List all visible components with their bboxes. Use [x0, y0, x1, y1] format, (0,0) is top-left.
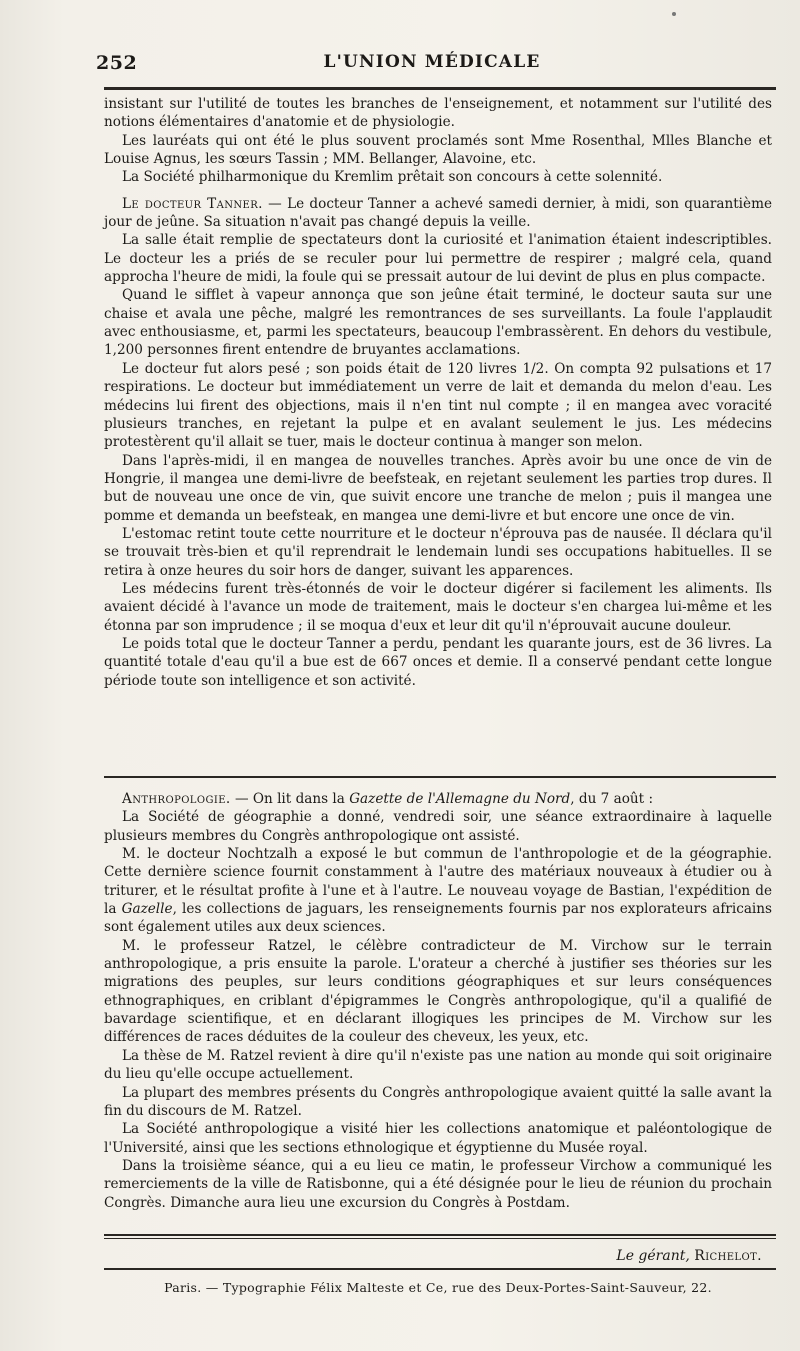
paragraph: La Société philharmonique du Kremlim prêtait son concours à cette solennité. [122, 169, 663, 186]
section-heading: Anthropologie. [122, 791, 231, 807]
section-tanner-intro [104, 195, 772, 232]
paragraph: Quand le sifflet à vapeur annonça que son jeûne était terminé, le docteur sauta sur une chaise et avala une pêche, malgré les remontrances de ses surveillants. La foule l'applaudit avec enthousiasme, et, parmi les spectateurs, beaucoup l'embrassèrent. En dehors du vestibule, 1,200 personnes firent entendre de bruyantes acclamations. [104, 287, 772, 359]
ship-name: Gazelle [121, 901, 173, 918]
signature-role: Le gérant, [616, 1248, 690, 1264]
intro-text: — On lit dans la [234, 791, 350, 807]
paragraph: Les lauréats qui ont été le plus souvent proclamés sont Mme Rosenthal, Mlles Blanche et Louise Agnus, les sœurs Tassin ; MM. Bellanger, Alavoine, etc. [104, 132, 772, 168]
intro-date: , du 7 août : [570, 791, 654, 807]
section-divider [104, 776, 776, 778]
paragraph: La Société de géographie a donné, vendredi soir, une séance extraordinaire à laquelle plusieurs membres du Congrès anthropologique ont assisté. [104, 809, 772, 844]
paragraph: L'estomac retint toute cette nourriture et le docteur n'éprouva pas de nausée. Il déclara qu'il se trouvait très-bien et qu'il reprendrait le lendemain lundi ses occupations habituelles. Il se retira à onze heures du soir hors de danger, suivant les apparences. [104, 525, 772, 579]
closing-rule-thin [104, 1238, 776, 1239]
page-number: 252 [96, 52, 138, 74]
source-title: Gazette de l'Allemagne du Nord [349, 791, 571, 807]
paragraph: La plupart des membres présents du Congrès anthropologique avaient quitté la salle avant la fin du discours de M. Ratzel. [104, 1084, 772, 1119]
paragraph-text: — Le docteur Tanner a achevé samedi dernier, à midi, son quarantième jour de jeûne. Sa situation n'avait pas changé depuis la veille. [104, 195, 773, 231]
section-anthropologie-intro [104, 790, 772, 808]
paragraph: M. le professeur Ratzel, le célèbre contradicteur de M. Virchow sur le terrain anthropologique, a pris ensuite la parole. L'orateur a cherché à justifier ses théories sur les migrations des peuples, sur leurs conditions géographiques et sur leurs conséquences ethnographiques, en criblant d'épigrammes le Congrès anthropologique, qu'il a qualifié de bavardage scientifique, et en déclarant illogiques les principes de M. Virchow sur les différences de races déduites de la couleur des cheveux, les yeux, etc. [104, 937, 772, 1046]
page-header [96, 50, 768, 80]
paragraph-text: , les collections de jaguars, les renseignements fournis par nos explorateurs africains sont également utiles aux deux sciences. [104, 901, 773, 936]
paragraph [104, 845, 772, 937]
paragraph: La salle était remplie de spectateurs dont la curiosité et l'animation étaient indescriptibles. Le docteur les a priés de se reculer pour lui permettre de respirer ; malgré cela, quand approcha l'heure de midi, la foule qui se pressait autour de lui devint de plus en plus compacte. [104, 232, 772, 286]
paragraph: insistant sur l'utilité de toutes les branches de l'enseignement, et notamment sur l'utilité des notions élémentaires d'anatomie et de physiologie. [104, 96, 772, 131]
paragraph: Le docteur fut alors pesé ; son poids était de 120 livres 1/2. On compta 92 pulsations et 17 respirations. Le docteur but immédiatement un verre de lait et demanda du melon d'eau. Les médecins lui firent des objections, mais il n'en tint nul compte ; il en mangea avec voracité plusieurs tranches, en rejetant la pulpe et en avalant seulement le jus. Les médecins protestèrent qu'il allait se tuer, mais le docteur continua à manger son melon. [104, 360, 772, 451]
header-rule [104, 87, 776, 90]
paragraph: Dans l'après-midi, il en mangea de nouvelles tranches. Après avoir bu une once de vin de Hongrie, il mangea une demi-livre de beefsteak, en rejetant seulement les parties trop dures. Il but de nouveau une once de vin, que suivit encore une tranche de melon ; puis il mangea une pomme et demanda un beefsteak, en mangea une demi-livre et but encore une once de vin. [104, 452, 772, 524]
article-column-bottom [104, 790, 772, 1212]
paragraph: Dans la troisième séance, qui a eu lieu ce matin, le professeur Virchow a communiqué les remerciements de la ville de Ratisbonne, qui a été désignée pour le lieu de réunion du prochain Congrès. Dimanche aura lieu une excursion du Congrès à Postdam. [104, 1157, 772, 1211]
closing-rule [104, 1234, 776, 1236]
ink-speck [672, 12, 676, 16]
journal-title: L'UNION MÉDICALE [323, 52, 541, 72]
signature [616, 1248, 762, 1264]
paragraph-text: M. le docteur Nochtzalh a exposé le but commun de l'anthropologie et de la géographie. Cette dernière science fournit constamment à l'autre des matériaux nouveaux à étudier ou à triturer, et le résultat profite à l'une et à l'autre. Le nouveau voyage de Bastian, l'expédition de la [104, 846, 772, 918]
paragraph: La Société anthropologique a visité hier les collections anatomique et paléontologique de l'Université, ainsi que les sections ethnologique et égyptienne du Musée royal. [104, 1121, 772, 1156]
paragraph: La thèse de M. Ratzel revient à dire qu'il n'existe pas une nation au monde qui soit originaire du lieu qu'elle occupe actuellement. [104, 1047, 772, 1083]
footer-rule [104, 1268, 776, 1270]
printer-imprint: Paris. — Typographie Félix Malteste et Ce, rue des Deux-Portes-Saint-Sauveur, 22. [164, 1280, 712, 1295]
section-heading: Le docteur Tanner. [122, 195, 263, 212]
signature-name: Richelot. [694, 1248, 762, 1264]
paragraph: Les médecins furent très-étonnés de voir le docteur digérer si facilement les aliments. Ils avaient décidé à l'avance un mode de traitement, mais le docteur s'en chargea lui-même et les étonna par son imprudence ; il se moqua d'eux et leur dit qu'il n'éprouvait aucune douleur. [104, 580, 772, 634]
article-column-top [104, 95, 772, 690]
paragraph: Le poids total que le docteur Tanner a perdu, pendant les quarante jours, est de 36 livres. La quantité totale d'eau qu'il a bue est de 667 onces et demie. Il a conservé pendant cette longue période toute son intelligence et son activité. [104, 635, 772, 689]
